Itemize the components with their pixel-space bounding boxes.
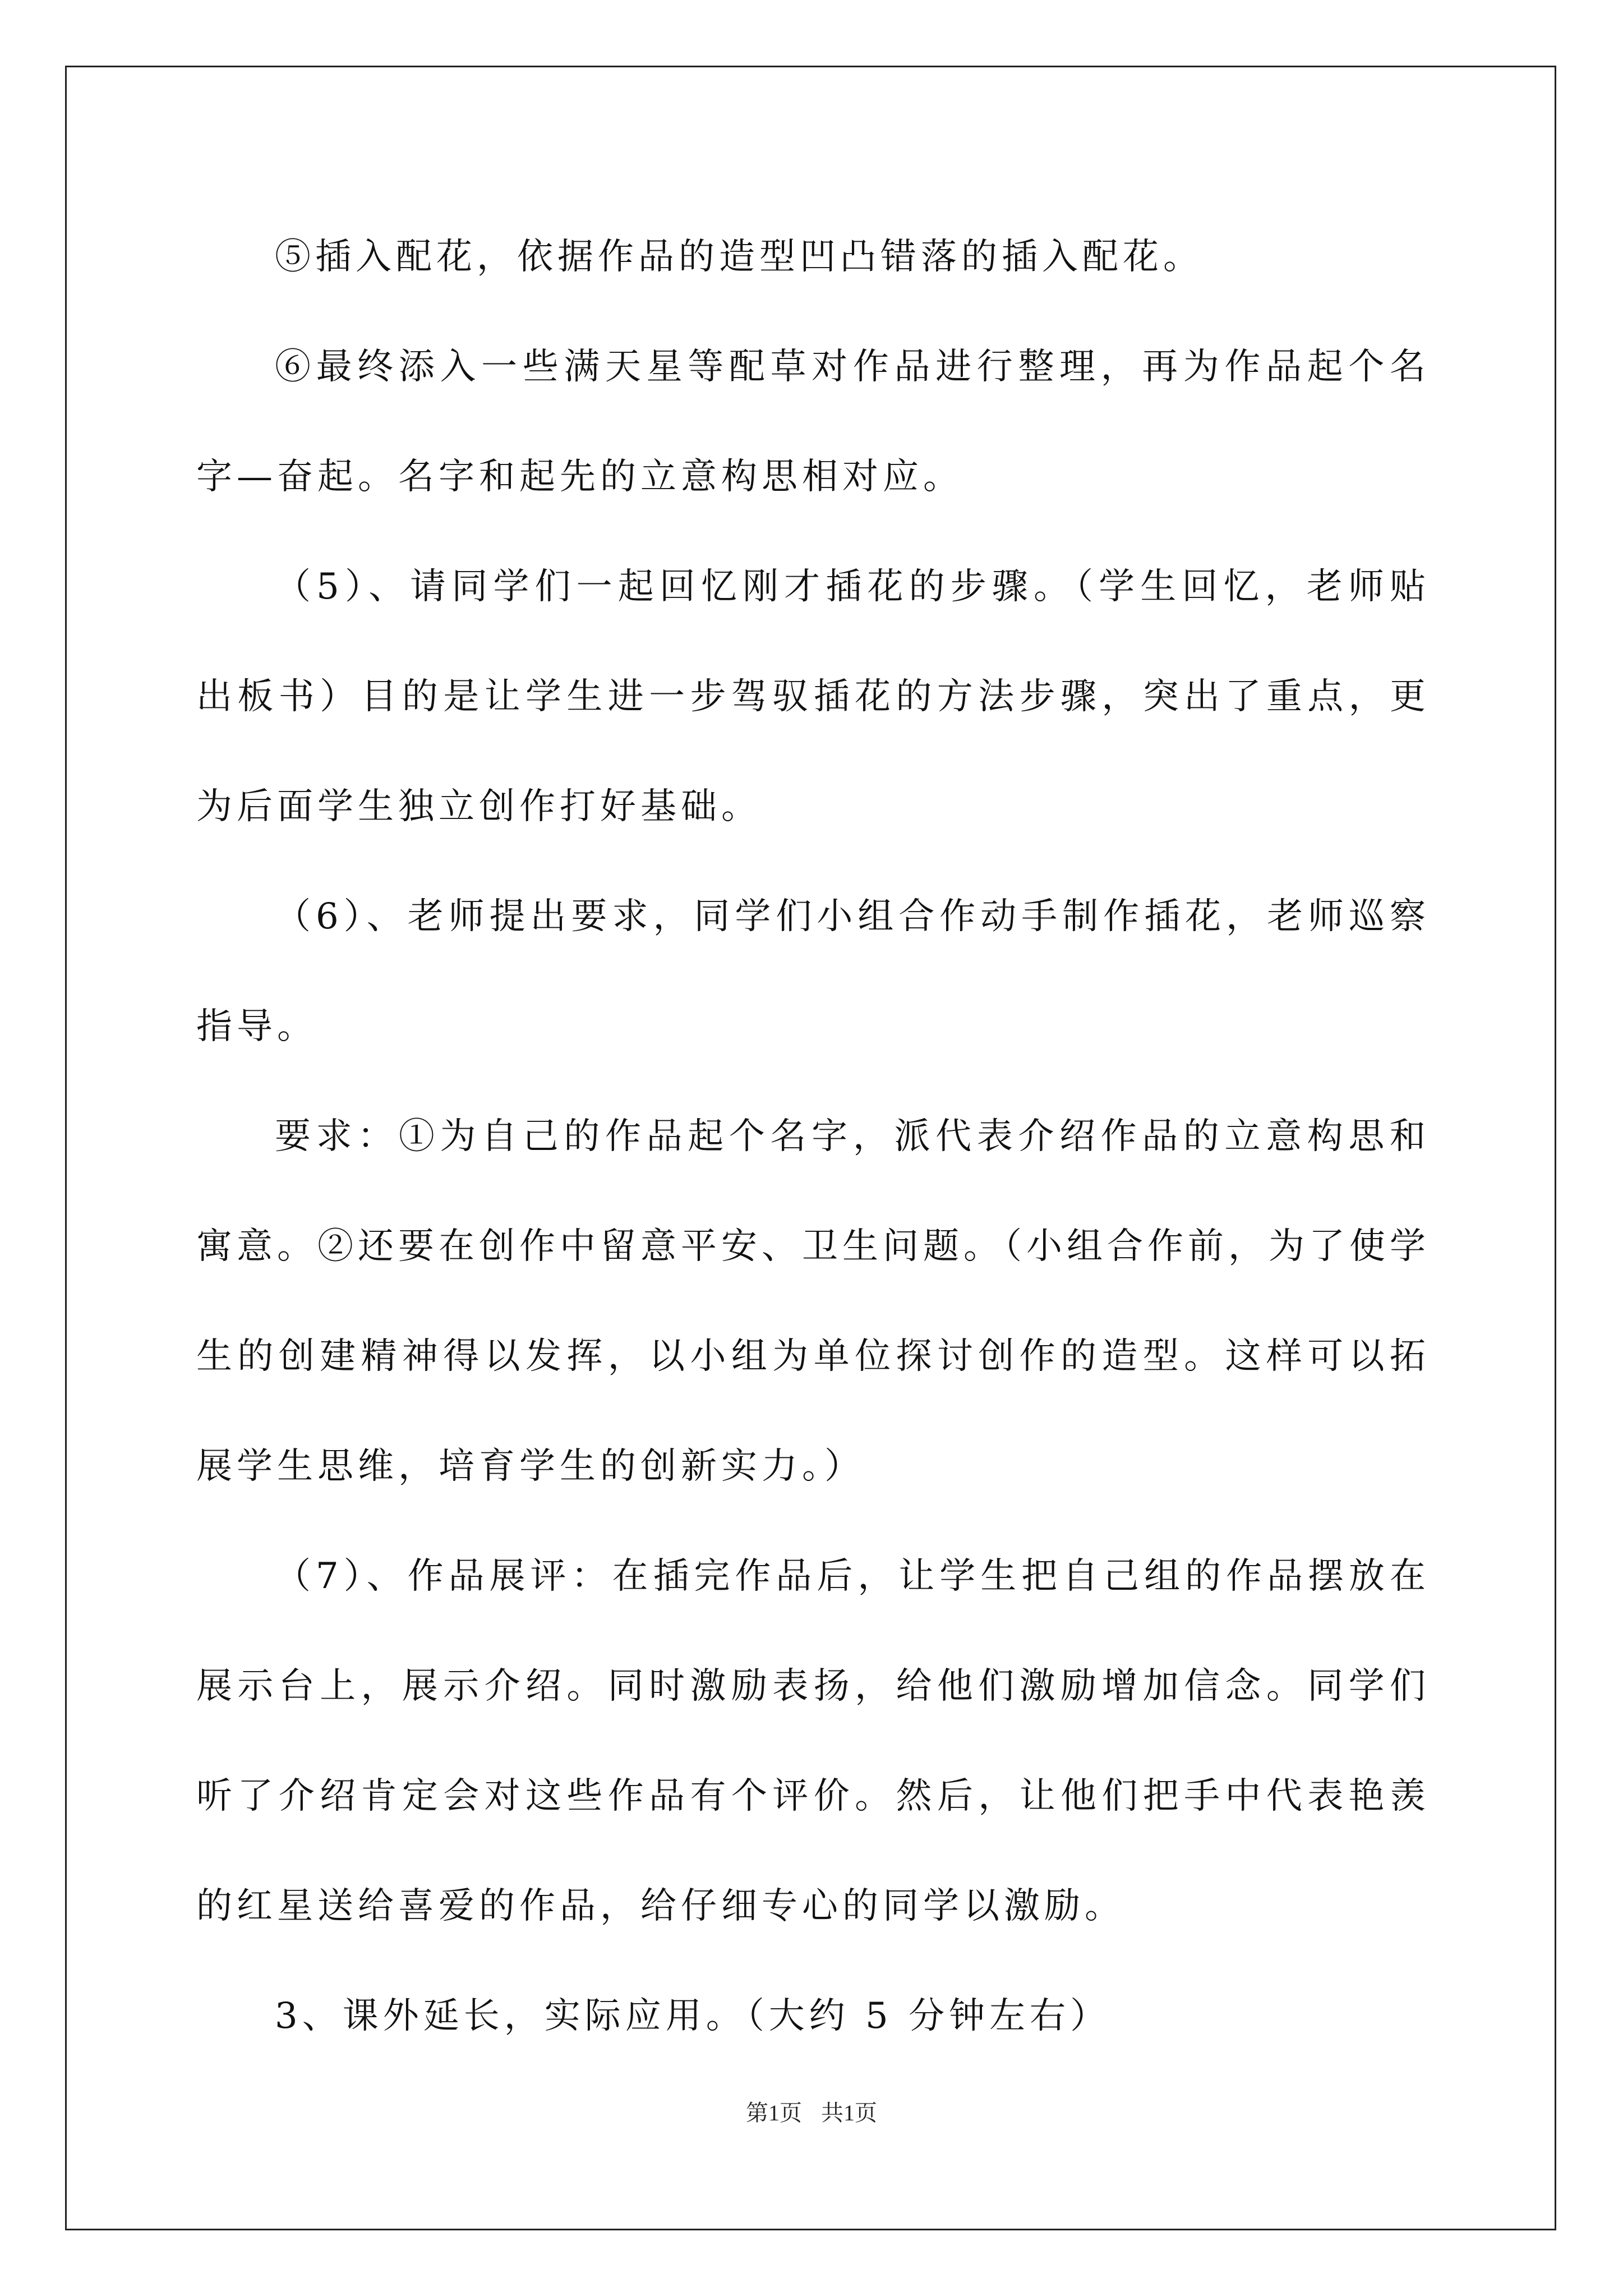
- page-total: 共1页: [821, 2100, 877, 2125]
- paragraph-extension: 3、课外延长，实际应用。（大约 5 分钟左右）: [275, 1995, 1111, 2037]
- paragraph-requirements: 要求：①为自己的作品起个名字，派代表介绍作品的立意构思和寓意。②还要在创作中留意平安、卫生问题。（小组合作前，为了使学生的创建精神得以发挥，以小组为单位探讨创作的造型。这样可以拓展学生思维，培育学生的创新实力。）: [196, 1116, 1430, 1487]
- paragraph-group-work: （6）、老师提出要求，同学们小组合作动手制作插花，老师巡察指导。: [196, 896, 1430, 1047]
- page-footer: [0, 2095, 1623, 2127]
- paragraph-recall-steps: （5）、请同学们一起回忆刚才插花的步骤。（学生回忆，老师贴出板书）目的是让学生进一步驾驭插花的方法步骤，突出了重点，更为后面学生独立创作打好基础。: [196, 566, 1430, 827]
- paragraph-step-5: ⑤插入配花，依据作品的造型凹凸错落的插入配花。: [275, 236, 1204, 278]
- document-body: [196, 202, 1430, 2071]
- page-number: 第1页: [746, 2100, 802, 2125]
- paragraph-step-6: ⑥最终添入一些满天星等配草对作品进行整理，再为作品起个名字—奋起。名字和起先的立意构思相对应。: [196, 346, 1430, 498]
- paragraph-exhibition: （7）、作品展评：在插完作品后，让学生把自己组的作品摆放在展示台上，展示介绍。同时激励表扬，给他们激励增加信念。同学们听了介绍肯定会对这些作品有个评价。然后，让他们把手中代表艳羡的红星送给喜爱的作品，给仔细专心的同学以激励。: [196, 1556, 1430, 1927]
